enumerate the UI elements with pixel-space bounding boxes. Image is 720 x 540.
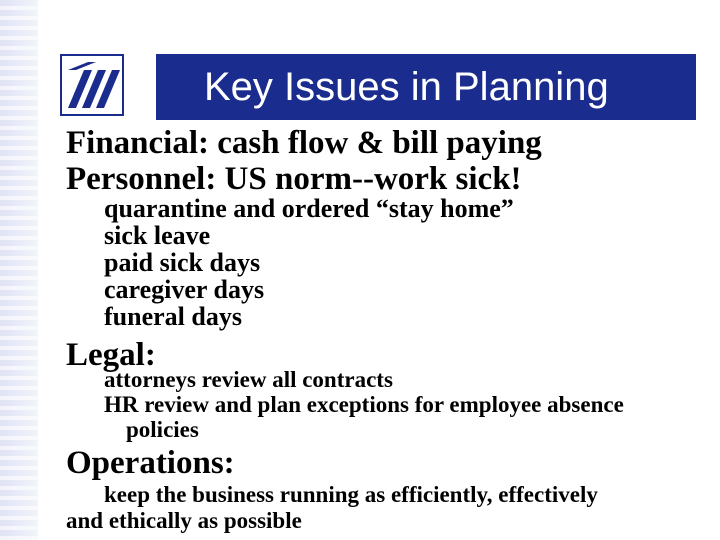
line-legal: Legal: bbox=[66, 337, 156, 373]
side-stripe-decoration bbox=[0, 0, 38, 540]
line-paid-sick-days: paid sick days bbox=[104, 248, 261, 277]
line-policies: policies bbox=[126, 417, 199, 442]
line-attorneys: attorneys review all contracts bbox=[104, 367, 393, 392]
line-ethically: and ethically as possible bbox=[66, 508, 302, 533]
title-banner bbox=[156, 54, 696, 120]
line-funeral-days: funeral days bbox=[104, 302, 242, 331]
line-operations: Operations: bbox=[66, 445, 235, 481]
line-quarantine: quarantine and ordered “stay home” bbox=[104, 194, 514, 223]
line-personnel: Personnel: US norm--work sick! bbox=[66, 161, 522, 197]
company-logo-icon bbox=[60, 54, 124, 116]
slide-title: Key Issues in Planning bbox=[204, 65, 609, 109]
line-sick-leave: sick leave bbox=[104, 221, 211, 250]
line-financial: Financial: cash flow & bill paying bbox=[66, 125, 542, 161]
line-hr-review: HR review and plan exceptions for employee absence bbox=[104, 392, 624, 417]
line-caregiver-days: caregiver days bbox=[104, 275, 265, 304]
line-keep-business: keep the business running as efficiently, effectively bbox=[104, 482, 598, 507]
